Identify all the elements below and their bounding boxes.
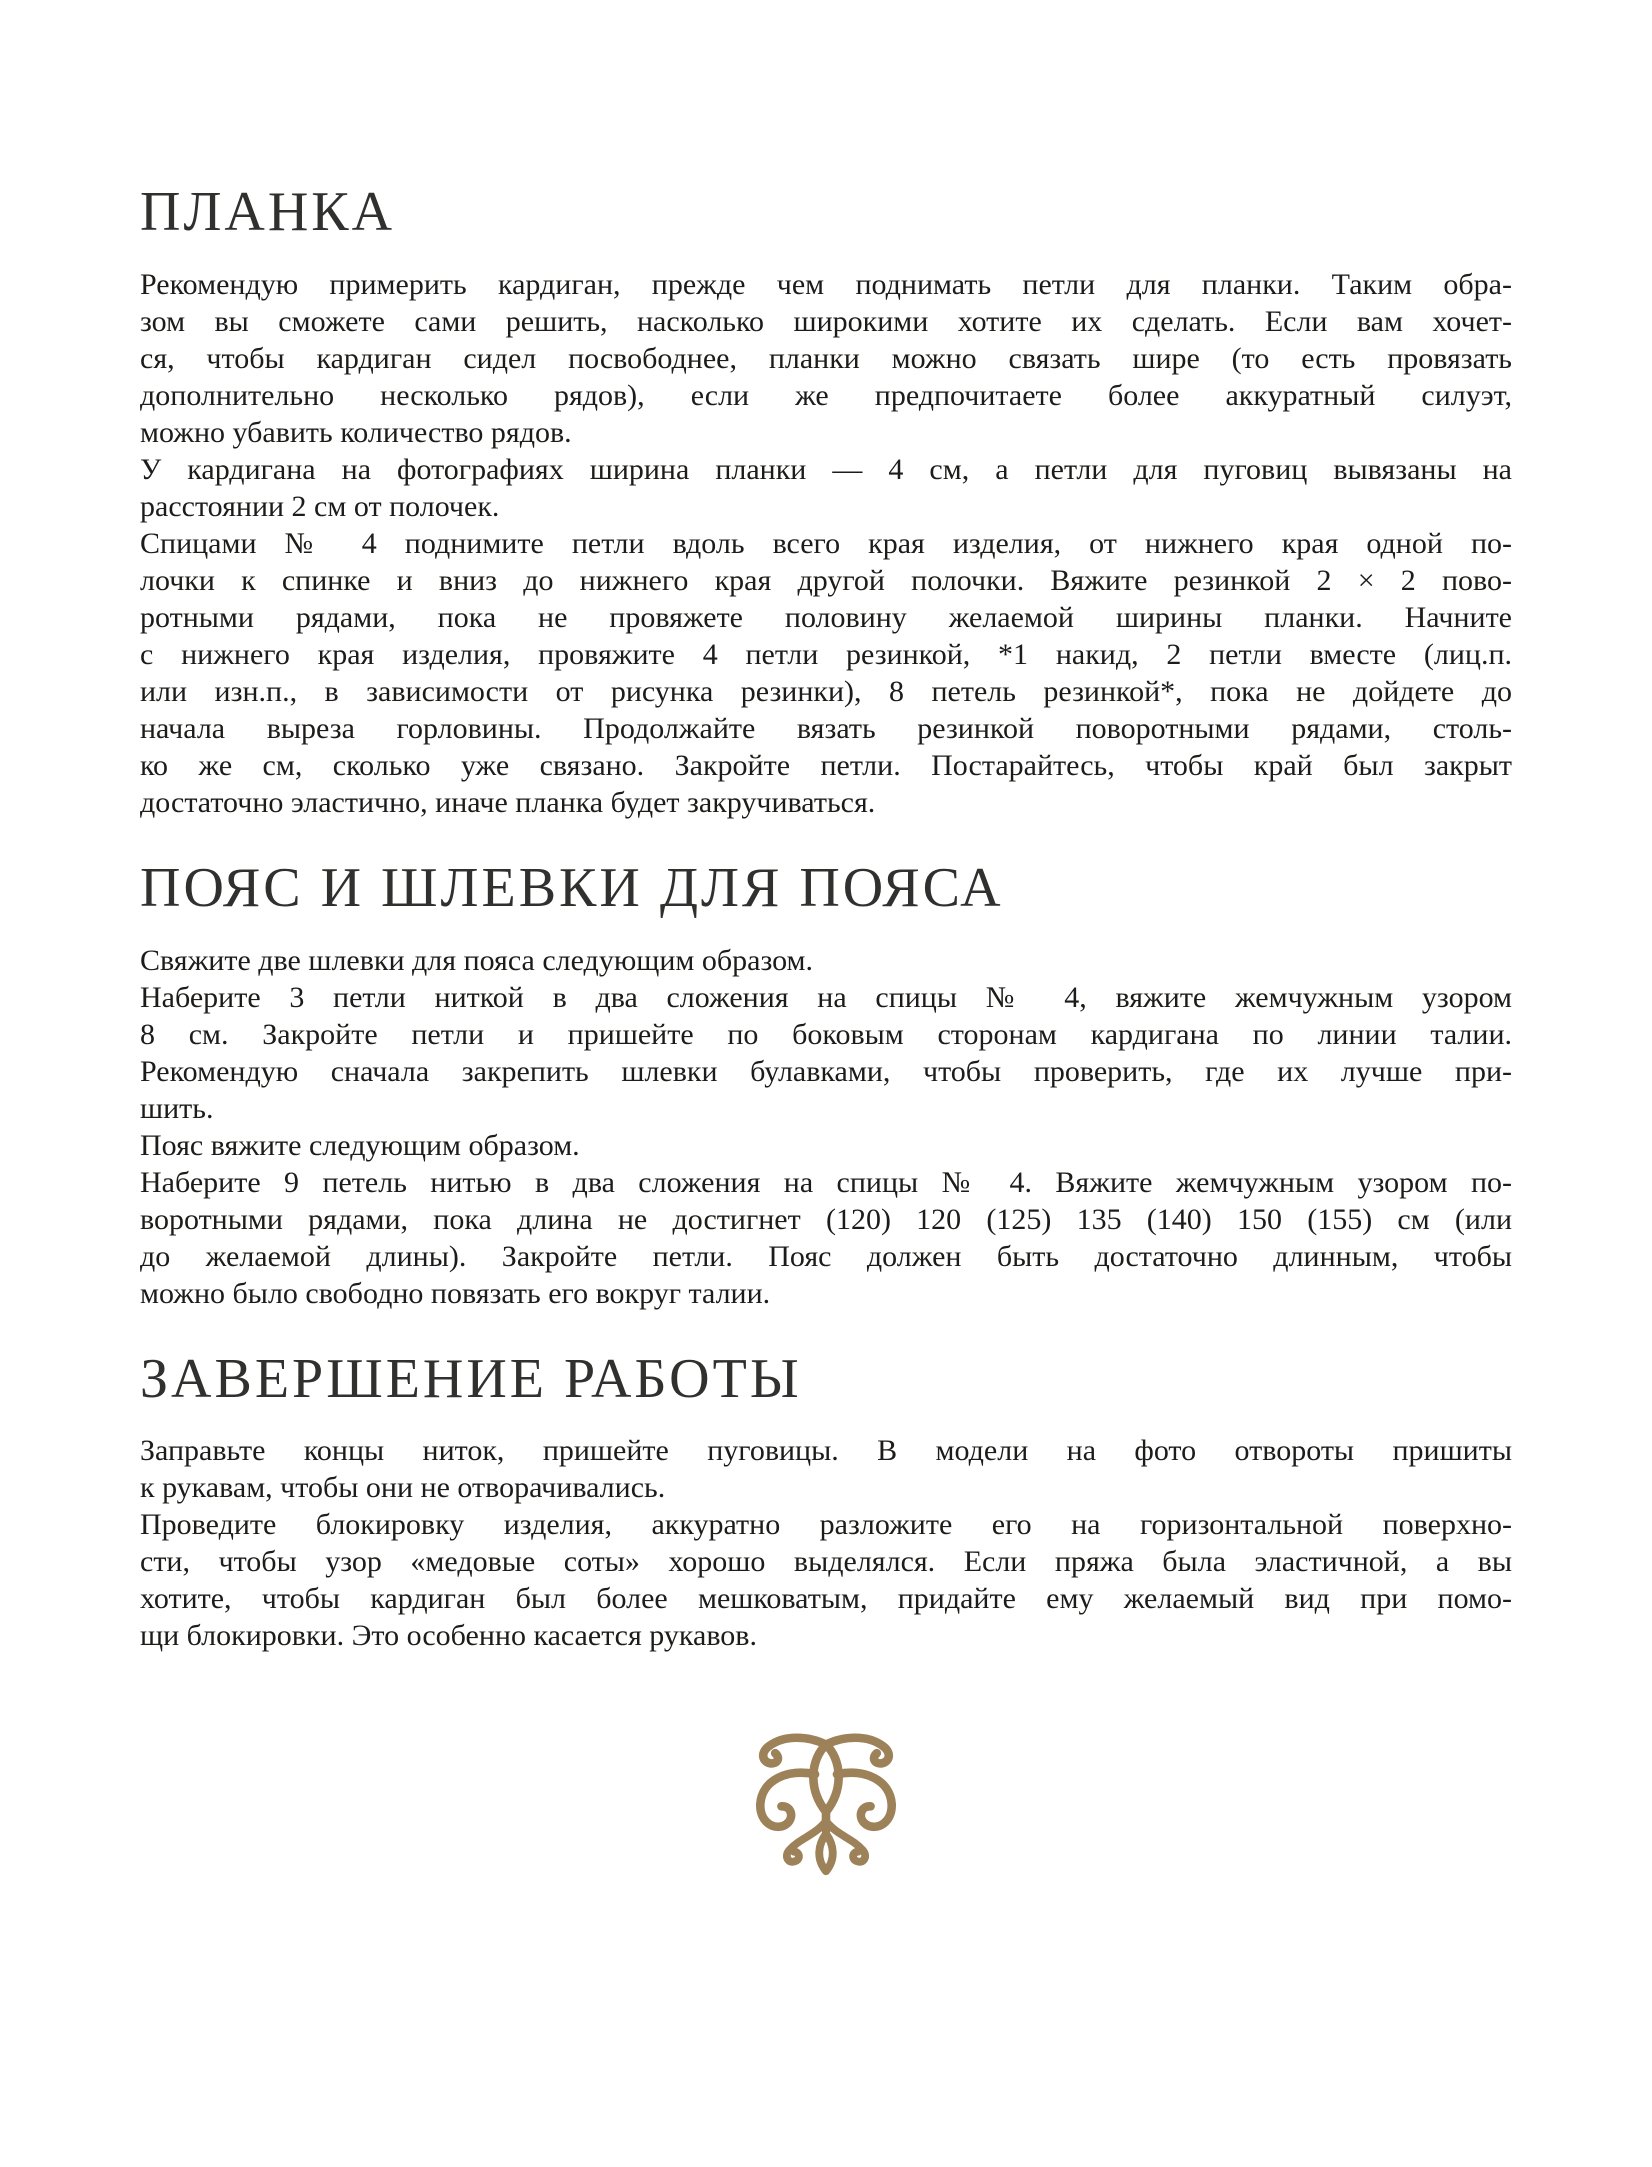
text-line: Рекомендую примерить кардиган, прежде чем поднимать петли для планки. Таким обра- — [140, 267, 1512, 301]
section-title: ПЛАНКА — [140, 181, 396, 243]
text-line: можно было свободно повязать его вокруг талии. — [140, 1276, 771, 1310]
section-title: ПОЯС И ШЛЕВКИ ДЛЯ ПОЯСА — [140, 856, 1004, 919]
section-title: ЗАВЕРШЕНИЕ РАБОТЫ — [140, 1347, 802, 1410]
text-line: ся, чтобы кардиган сидел посвободнее, планки можно связать шире (то есть провязать — [140, 341, 1512, 375]
page-content — [140, 183, 1512, 1654]
text-line: У кардигана на фотографиях ширина планки — 4 см, а петли для пуговиц вывязаны на — [140, 452, 1512, 486]
text-line: сти, чтобы узор «медовые соты» хорошо выделялся. Если пряжа была эластичной, а вы — [140, 1545, 1512, 1579]
text-line: Наберите 9 петель нитью в два сложения на спицы № 4. Вяжите жемчужным узором по- — [140, 1165, 1512, 1199]
text-line: или изн.п., в зависимости от рисунка резинки), 8 петель резинкой*, пока не дойдете до — [140, 674, 1512, 708]
text-line: достаточно эластично, иначе планка будет закручиваться. — [140, 785, 876, 819]
flourish-ornament — [0, 1725, 1652, 1888]
text-line: щи блокировки. Это особенно касается рукавов. — [140, 1619, 757, 1653]
text-line: с нижнего края изделия, провяжите 4 петли резинкой, *1 накид, 2 петли вместе (лиц.п. — [140, 637, 1512, 671]
text-line: хотите, чтобы кардиган был более мешковатым, придайте ему желаемый вид при помо- — [140, 1582, 1512, 1616]
text-line: к рукавам, чтобы они не отворачивались. — [140, 1471, 666, 1505]
scroll-flourish-icon — [740, 1725, 912, 1883]
text-line: ротными рядами, пока не провяжете половину желаемой ширины планки. Начните — [140, 600, 1512, 634]
text-line: можно убавить количество рядов. — [140, 415, 572, 449]
text-line: расстоянии 2 см от полочек. — [140, 489, 500, 523]
text-line: начала выреза горловины. Продолжайте вязать резинкой поворотными рядами, столь- — [140, 711, 1512, 745]
text-line: Спицами № 4 поднимите петли вдоль всего края изделия, от нижнего края одной по- — [140, 526, 1512, 560]
text-line: дополнительно несколько рядов), если же предпочитаете более аккуратный силуэт, — [140, 378, 1512, 412]
text-line: Пояс вяжите следующим образом. — [140, 1128, 580, 1162]
text-line: Заправьте концы ниток, пришейте пуговицы. В модели на фото отвороты пришиты — [140, 1434, 1512, 1468]
text-line: ко же см, сколько уже связано. Закройте петли. Постарайтесь, чтобы край был закрыт — [140, 748, 1512, 782]
text-line: Наберите 3 петли ниткой в два сложения на спицы № 4, вяжите жемчужным узором — [140, 980, 1512, 1014]
text-line: Рекомендую сначала закрепить шлевки булавками, чтобы проверить, где их лучше при- — [140, 1054, 1512, 1088]
text-line: до желаемой длины). Закройте петли. Пояс должен быть достаточно длинным, чтобы — [140, 1239, 1512, 1273]
text-line: 8 см. Закройте петли и пришейте по боковым сторонам кардигана по линии талии. — [140, 1017, 1512, 1051]
text-line: шить. — [140, 1091, 214, 1125]
text-line: лочки к спинке и вниз до нижнего края другой полочки. Вяжите резинкой 2 × 2 пово- — [140, 563, 1512, 597]
text-line: зом вы сможете сами решить, насколько широкими хотите их сделать. Если вам хочет- — [140, 304, 1512, 338]
text-line: Свяжите две шлевки для пояса следующим образом. — [140, 943, 814, 977]
text-line: Проведите блокировку изделия, аккуратно разложите его на горизонтальной поверхно- — [140, 1508, 1512, 1542]
text-line: воротными рядами, пока длина не достигнет (120) 120 (125) 135 (140) 150 (155) см (или — [140, 1202, 1512, 1236]
